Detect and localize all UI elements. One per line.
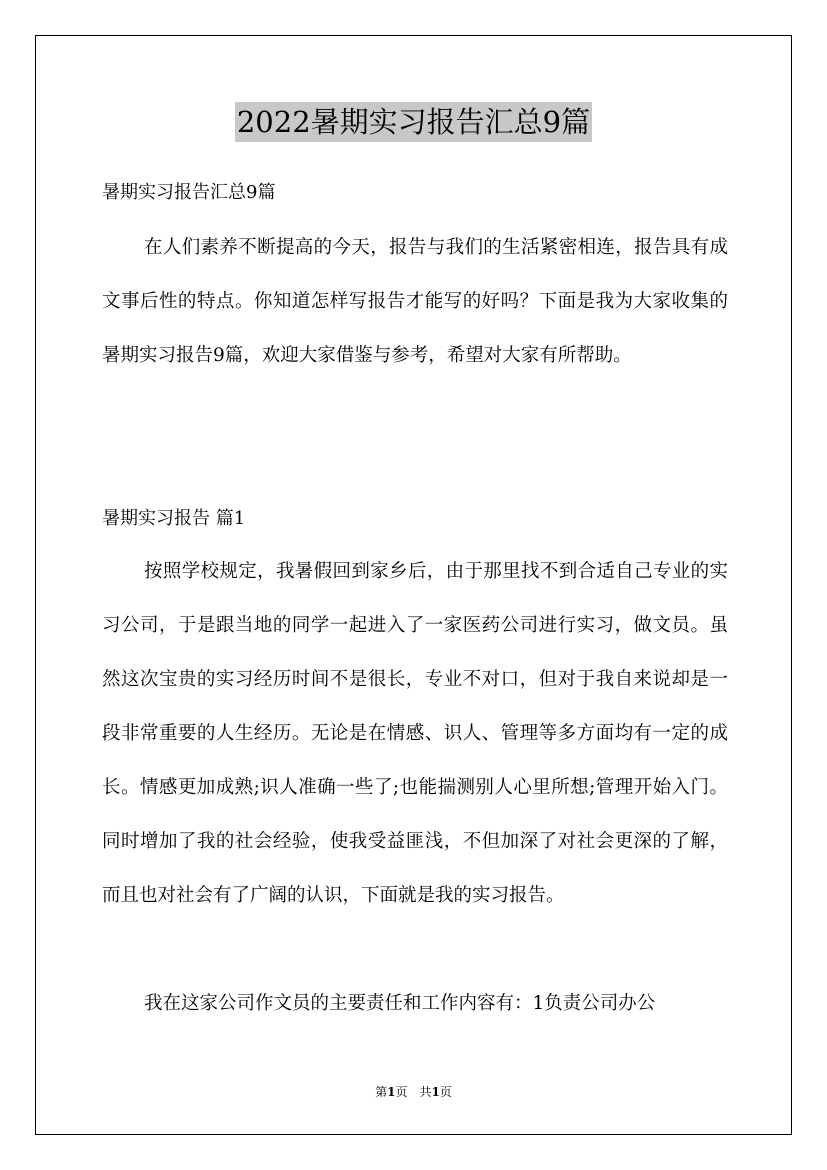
footer-mid: 页 共 — [395, 1085, 432, 1099]
page-footer — [0, 1083, 827, 1101]
section1-paragraph-1: 按照学校规定，我暑假回到家乡后，由于那里找不到合适自己专业的实习公司，于是跟当地的同学一起进入了一家医药公司进行实习，做文员。虽然这次宝贵的实习经历时间不是很长，专业不对口，但对于我自来说却是一段非常重要的人生经历。无论是在情感、识人、管理等多方面均有一定的成长。情感更加成熟;识人准确一些了;也能揣测别人心里所想;管理开始入门。同时增加了我的社会经验，使我受益匪浅，不但加深了对社会更深的了解，而且也对社会有了广阔的认识，下面就是我的实习报告。 — [102, 561, 728, 906]
intro-paragraph: 在人们素养不断提高的今天，报告与我们的生活紧密相连，报告具有成文事后性的特点。你知道怎样写报告才能写的好吗？下面是我为大家收集的暑期实习报告9篇，欢迎大家借鉴与参考，希望对大家有所帮助。 — [102, 237, 728, 366]
section-heading-1: 暑期实习报告 篇1 — [102, 508, 246, 529]
footer-prefix: 第 — [375, 1085, 388, 1099]
footer-page-current: 1 — [387, 1085, 396, 1099]
footer-page-total: 1 — [431, 1085, 440, 1099]
footer-suffix: 页 — [439, 1085, 452, 1099]
document-subtitle: 暑期实习报告汇总9篇 — [102, 182, 276, 203]
document-title: 2022暑期实习报告汇总9篇 — [235, 102, 592, 142]
title-wrap — [0, 102, 827, 142]
section1-paragraph-2: 我在这家公司作文员的主要责任和工作内容有：1负责公司办公 — [144, 993, 656, 1014]
